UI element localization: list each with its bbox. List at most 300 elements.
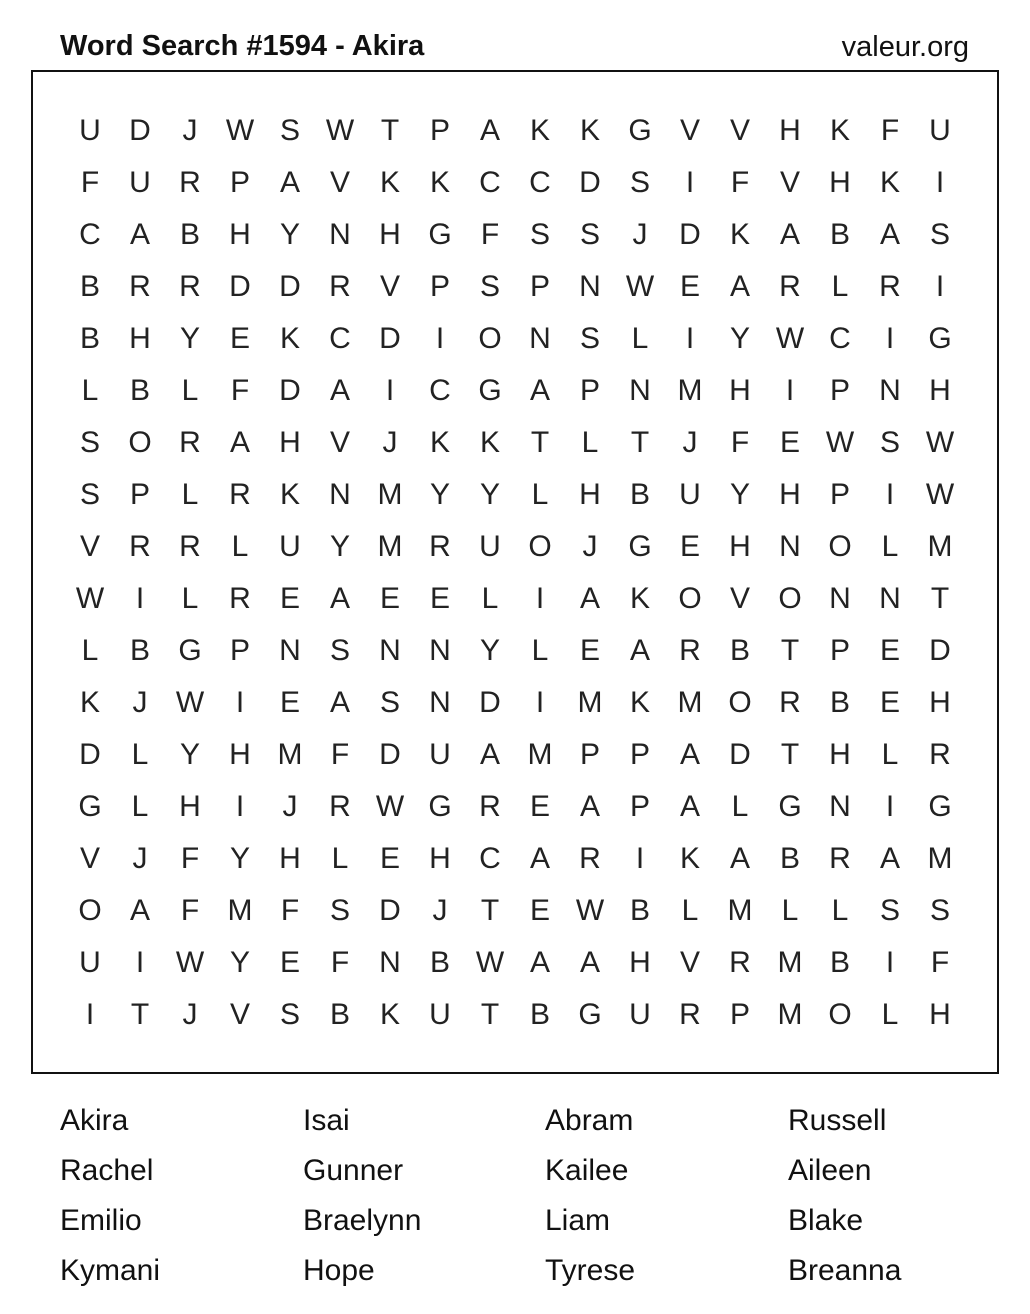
grid-letter: S	[279, 114, 300, 147]
grid-letter: R	[479, 790, 501, 823]
grid-letter: J	[432, 894, 448, 927]
word-list-item: Rachel	[60, 1154, 154, 1187]
grid-letter: H	[729, 530, 751, 563]
grid-letter: S	[379, 686, 400, 719]
grid-letter: T	[630, 426, 650, 459]
grid-letter: Y	[479, 634, 500, 667]
grid-letter: J	[582, 530, 598, 563]
word-list-item: Aileen	[788, 1154, 872, 1187]
grid-letter: Y	[729, 322, 750, 355]
word-list-item: Liam	[545, 1204, 611, 1237]
grid-letter: A	[529, 374, 550, 407]
grid-letter: N	[879, 582, 901, 615]
grid-letter: B	[629, 478, 650, 511]
grid-letter: I	[885, 322, 895, 355]
grid-letter: I	[135, 582, 145, 615]
grid-letter: W	[75, 582, 105, 615]
grid-letter: I	[385, 374, 395, 407]
grid-letter: I	[635, 842, 645, 875]
grid-letter: N	[629, 374, 651, 407]
grid-letter: B	[129, 634, 150, 667]
word-list-item: Braelynn	[303, 1204, 422, 1237]
grid-letter: R	[229, 582, 251, 615]
word-list-item: Emilio	[60, 1204, 142, 1237]
grid-letter: F	[730, 166, 750, 199]
grid-letter: J	[132, 842, 148, 875]
grid-letter: U	[629, 998, 651, 1031]
grid-letter: O	[128, 426, 152, 459]
grid-letter: O	[828, 530, 852, 563]
grid-letter: G	[578, 998, 602, 1031]
grid-letter: L	[681, 894, 699, 927]
word-list-item: Russell	[788, 1104, 887, 1137]
grid-letter: F	[80, 166, 100, 199]
grid-letter: L	[831, 270, 849, 303]
grid-letter: M	[777, 998, 803, 1031]
grid-letter: M	[677, 374, 703, 407]
word-list-item: Tyrese	[545, 1254, 636, 1287]
grid-letter: I	[135, 946, 145, 979]
grid-letter: K	[579, 114, 600, 147]
grid-letter: S	[929, 218, 950, 251]
grid-letter: T	[130, 998, 150, 1031]
grid-letter: R	[179, 426, 201, 459]
grid-letter: B	[79, 322, 100, 355]
grid-letter: W	[225, 114, 255, 147]
grid-letter: T	[930, 582, 950, 615]
grid-letter: A	[329, 582, 350, 615]
grid-letter: D	[729, 738, 751, 771]
grid-letter: M	[777, 946, 803, 979]
grid-letter: S	[279, 998, 300, 1031]
site-name: valeur.org	[841, 31, 969, 63]
grid-letter: I	[885, 790, 895, 823]
grid-letter: A	[229, 426, 250, 459]
grid-letter: G	[928, 322, 952, 355]
grid-letter: C	[479, 166, 501, 199]
grid-letter: A	[729, 270, 750, 303]
grid-letter: M	[377, 530, 403, 563]
grid-letter: K	[629, 686, 650, 719]
grid-letter: F	[180, 842, 200, 875]
grid-letter: L	[781, 894, 799, 927]
grid-letter: Y	[429, 478, 450, 511]
grid-letter: I	[535, 686, 545, 719]
grid-letter: M	[577, 686, 603, 719]
grid-letter: F	[280, 894, 300, 927]
grid-letter: A	[629, 634, 650, 667]
grid-letter: A	[879, 842, 900, 875]
grid-letter: S	[79, 426, 100, 459]
grid-letter: L	[181, 374, 199, 407]
word-list-item: Akira	[60, 1104, 129, 1137]
grid-letter: O	[778, 582, 802, 615]
grid-letter: K	[279, 322, 300, 355]
grid-letter: B	[779, 842, 800, 875]
grid-letter: A	[679, 790, 700, 823]
grid-letter: C	[829, 322, 851, 355]
grid-letter: D	[679, 218, 701, 251]
grid-letter: O	[528, 530, 552, 563]
grid-letter: D	[579, 166, 601, 199]
grid-letter: E	[279, 686, 300, 719]
grid-letter: P	[229, 634, 250, 667]
grid-letter: V	[779, 166, 800, 199]
grid-letter: P	[829, 634, 850, 667]
grid-letter: K	[429, 426, 450, 459]
grid-letter: D	[279, 270, 301, 303]
grid-letter: H	[929, 686, 951, 719]
grid-letter: M	[227, 894, 253, 927]
grid-letter: I	[235, 686, 245, 719]
grid-letter: I	[235, 790, 245, 823]
grid-letter: C	[479, 842, 501, 875]
grid-letter: T	[480, 894, 500, 927]
word-list-item: Kymani	[60, 1254, 161, 1287]
grid-letter: L	[131, 738, 149, 771]
grid-letter: F	[180, 894, 200, 927]
grid-letter: P	[529, 270, 550, 303]
grid-letter: F	[930, 946, 950, 979]
grid-letter: T	[780, 738, 800, 771]
grid-letter: H	[779, 114, 801, 147]
word-list-item: Isai	[303, 1104, 350, 1137]
grid-letter: J	[182, 998, 198, 1031]
grid-letter: E	[579, 634, 600, 667]
grid-letter: K	[529, 114, 550, 147]
grid-letter: R	[429, 530, 451, 563]
grid-letter: R	[679, 634, 701, 667]
grid-letter: I	[85, 998, 95, 1031]
grid-letter: Y	[329, 530, 350, 563]
grid-letter: I	[435, 322, 445, 355]
grid-letter: F	[330, 738, 350, 771]
grid-letter: W	[825, 426, 855, 459]
grid-letter: T	[530, 426, 550, 459]
grid-letter: U	[679, 478, 701, 511]
grid-letter: M	[277, 738, 303, 771]
grid-letter: D	[379, 738, 401, 771]
grid-letter: J	[182, 114, 198, 147]
grid-letter: K	[79, 686, 100, 719]
grid-letter: F	[880, 114, 900, 147]
grid-letter: J	[282, 790, 298, 823]
grid-letter: F	[230, 374, 250, 407]
grid-letter: O	[478, 322, 502, 355]
grid-letter: R	[229, 478, 251, 511]
grid-letter: K	[629, 582, 650, 615]
grid-letter: O	[678, 582, 702, 615]
grid-letter: L	[531, 478, 549, 511]
grid-letter: M	[527, 738, 553, 771]
grid-letter: A	[279, 166, 300, 199]
grid-letter: U	[429, 998, 451, 1031]
grid-letter: F	[480, 218, 500, 251]
grid-letter: E	[229, 322, 250, 355]
grid-letter: L	[181, 582, 199, 615]
grid-letter: W	[925, 478, 955, 511]
grid-letter: I	[685, 322, 695, 355]
grid-letter: M	[677, 686, 703, 719]
grid-letter: K	[729, 218, 750, 251]
grid-letter: Y	[229, 842, 250, 875]
grid-letter: A	[879, 218, 900, 251]
grid-letter: D	[129, 114, 151, 147]
grid-letter: P	[829, 478, 850, 511]
grid-letter: L	[181, 478, 199, 511]
grid-letter: E	[679, 530, 700, 563]
grid-letter: K	[879, 166, 900, 199]
grid-letter: E	[779, 426, 800, 459]
grid-letter: K	[429, 166, 450, 199]
grid-letter: K	[679, 842, 700, 875]
grid-letter: A	[329, 686, 350, 719]
grid-letter: H	[829, 738, 851, 771]
grid-letter: S	[929, 894, 950, 927]
grid-letter: H	[779, 478, 801, 511]
grid-letter: A	[129, 218, 150, 251]
grid-letter: E	[279, 946, 300, 979]
grid-letter: U	[429, 738, 451, 771]
grid-letter: A	[579, 946, 600, 979]
grid-letter: V	[79, 530, 100, 563]
grid-letter: P	[579, 738, 600, 771]
grid-letter: K	[379, 998, 400, 1031]
grid-letter: N	[329, 478, 351, 511]
grid-letter: W	[325, 114, 355, 147]
grid-letter: R	[129, 530, 151, 563]
grid-letter: L	[581, 426, 599, 459]
grid-letter: P	[229, 166, 250, 199]
grid-letter: H	[429, 842, 451, 875]
grid-letter: A	[779, 218, 800, 251]
grid-letter: U	[79, 114, 101, 147]
grid-letter: S	[879, 426, 900, 459]
grid-letter: G	[778, 790, 802, 823]
grid-letter: T	[380, 114, 400, 147]
grid-letter: N	[429, 686, 451, 719]
grid-letter: Y	[179, 322, 200, 355]
grid-letter: M	[727, 894, 753, 927]
grid-letter: G	[628, 114, 652, 147]
grid-letter: R	[679, 998, 701, 1031]
grid-letter: B	[329, 998, 350, 1031]
grid-letter: E	[379, 842, 400, 875]
grid-letter: A	[579, 582, 600, 615]
grid-letter: A	[529, 842, 550, 875]
grid-letter: T	[780, 634, 800, 667]
grid-letter: E	[879, 634, 900, 667]
grid-letter: Y	[179, 738, 200, 771]
grid-letter: K	[479, 426, 500, 459]
grid-letter: U	[479, 530, 501, 563]
grid-letter: R	[729, 946, 751, 979]
grid-letter: Y	[279, 218, 300, 251]
grid-letter: R	[329, 270, 351, 303]
grid-letter: H	[379, 218, 401, 251]
grid-letter: L	[81, 374, 99, 407]
grid-letter: R	[179, 270, 201, 303]
grid-letter: W	[175, 686, 205, 719]
grid-letter: M	[927, 842, 953, 875]
grid-letter: N	[829, 582, 851, 615]
grid-letter: L	[881, 998, 899, 1031]
grid-letter: T	[480, 998, 500, 1031]
grid-letter: G	[478, 374, 502, 407]
grid-letter: N	[329, 218, 351, 251]
grid-letter: I	[535, 582, 545, 615]
grid-letter: W	[475, 946, 505, 979]
grid-letter: N	[879, 374, 901, 407]
grid-letter: J	[682, 426, 698, 459]
grid-letter: P	[129, 478, 150, 511]
grid-letter: L	[481, 582, 499, 615]
grid-letter: N	[279, 634, 301, 667]
grid-letter: H	[279, 842, 301, 875]
grid-letter: A	[579, 790, 600, 823]
grid-letter: V	[679, 114, 700, 147]
grid-letter: S	[79, 478, 100, 511]
grid-letter: E	[679, 270, 700, 303]
grid-letter: I	[885, 478, 895, 511]
grid-letter: N	[379, 634, 401, 667]
grid-letter: B	[179, 218, 200, 251]
puzzle-title: Word Search #1594 - Akira	[60, 30, 425, 62]
grid-letter: P	[729, 998, 750, 1031]
grid-letter: I	[885, 946, 895, 979]
word-list-item: Kailee	[545, 1154, 629, 1187]
grid-letter: C	[79, 218, 101, 251]
grid-letter: P	[429, 114, 450, 147]
grid-letter: E	[279, 582, 300, 615]
grid-letter: W	[775, 322, 805, 355]
grid-letter: E	[379, 582, 400, 615]
grid-letter: L	[731, 790, 749, 823]
grid-letter: D	[229, 270, 251, 303]
grid-letter: N	[579, 270, 601, 303]
grid-letter: E	[429, 582, 450, 615]
grid-letter: U	[129, 166, 151, 199]
grid-letter: K	[829, 114, 850, 147]
word-list-item: Breanna	[788, 1254, 902, 1287]
grid-letter: D	[379, 322, 401, 355]
grid-letter: S	[529, 218, 550, 251]
grid-letter: L	[331, 842, 349, 875]
grid-letter: A	[679, 738, 700, 771]
grid-letter: V	[379, 270, 400, 303]
grid-letter: S	[329, 894, 350, 927]
grid-letter: R	[179, 530, 201, 563]
grid-letter: H	[829, 166, 851, 199]
grid-letter: I	[685, 166, 695, 199]
grid-letter: P	[429, 270, 450, 303]
grid-letter: L	[231, 530, 249, 563]
grid-letter: B	[79, 270, 100, 303]
grid-letter: E	[879, 686, 900, 719]
grid-letter: I	[785, 374, 795, 407]
grid-letter: H	[229, 218, 251, 251]
grid-letter: H	[729, 374, 751, 407]
grid-letter: B	[729, 634, 750, 667]
grid-letter: G	[428, 790, 452, 823]
grid-letter: A	[479, 114, 500, 147]
grid-letter: R	[779, 270, 801, 303]
grid-letter: R	[179, 166, 201, 199]
grid-letter: L	[631, 322, 649, 355]
grid-letter: K	[379, 166, 400, 199]
grid-letter: V	[729, 582, 750, 615]
grid-letter: N	[779, 530, 801, 563]
grid-letter: D	[479, 686, 501, 719]
grid-letter: P	[629, 790, 650, 823]
grid-letter: U	[79, 946, 101, 979]
grid-letter: A	[479, 738, 500, 771]
grid-letter: B	[629, 894, 650, 927]
grid-letter: Y	[229, 946, 250, 979]
grid-letter: P	[829, 374, 850, 407]
grid-letter: W	[375, 790, 405, 823]
grid-letter: H	[929, 374, 951, 407]
grid-letter: S	[879, 894, 900, 927]
grid-letter: N	[379, 946, 401, 979]
grid-letter: V	[729, 114, 750, 147]
grid-letter: F	[730, 426, 750, 459]
grid-letter: N	[529, 322, 551, 355]
grid-letter: V	[329, 426, 350, 459]
grid-letter: A	[529, 946, 550, 979]
grid-letter: M	[927, 530, 953, 563]
letter-grid	[65, 105, 965, 1041]
grid-letter: B	[829, 686, 850, 719]
grid-letter: V	[229, 998, 250, 1031]
grid-letter: S	[629, 166, 650, 199]
grid-letter: R	[779, 686, 801, 719]
grid-letter: F	[330, 946, 350, 979]
grid-letter: R	[329, 790, 351, 823]
word-list-item: Hope	[303, 1254, 375, 1287]
grid-letter: P	[629, 738, 650, 771]
grid-letter: A	[129, 894, 150, 927]
grid-letter: R	[929, 738, 951, 771]
grid-letter: Y	[729, 478, 750, 511]
word-list-item: Gunner	[303, 1154, 404, 1187]
grid-letter: R	[829, 842, 851, 875]
grid-letter: H	[179, 790, 201, 823]
grid-letter: V	[329, 166, 350, 199]
grid-letter: B	[429, 946, 450, 979]
grid-letter: L	[81, 634, 99, 667]
grid-letter: C	[529, 166, 551, 199]
grid-letter: H	[129, 322, 151, 355]
letter-grid-frame	[31, 70, 999, 1074]
grid-letter: L	[131, 790, 149, 823]
grid-letter: B	[129, 374, 150, 407]
grid-letter: L	[831, 894, 849, 927]
grid-letter: H	[629, 946, 651, 979]
grid-letter: R	[129, 270, 151, 303]
grid-letter: V	[679, 946, 700, 979]
grid-letter: H	[579, 478, 601, 511]
grid-letter: S	[329, 634, 350, 667]
grid-letter: B	[529, 998, 550, 1031]
grid-letter: G	[428, 218, 452, 251]
grid-letter: N	[429, 634, 451, 667]
grid-letter: S	[579, 322, 600, 355]
grid-letter: L	[531, 634, 549, 667]
grid-letter: C	[329, 322, 351, 355]
grid-letter: L	[881, 530, 899, 563]
word-list-item: Blake	[788, 1204, 864, 1237]
